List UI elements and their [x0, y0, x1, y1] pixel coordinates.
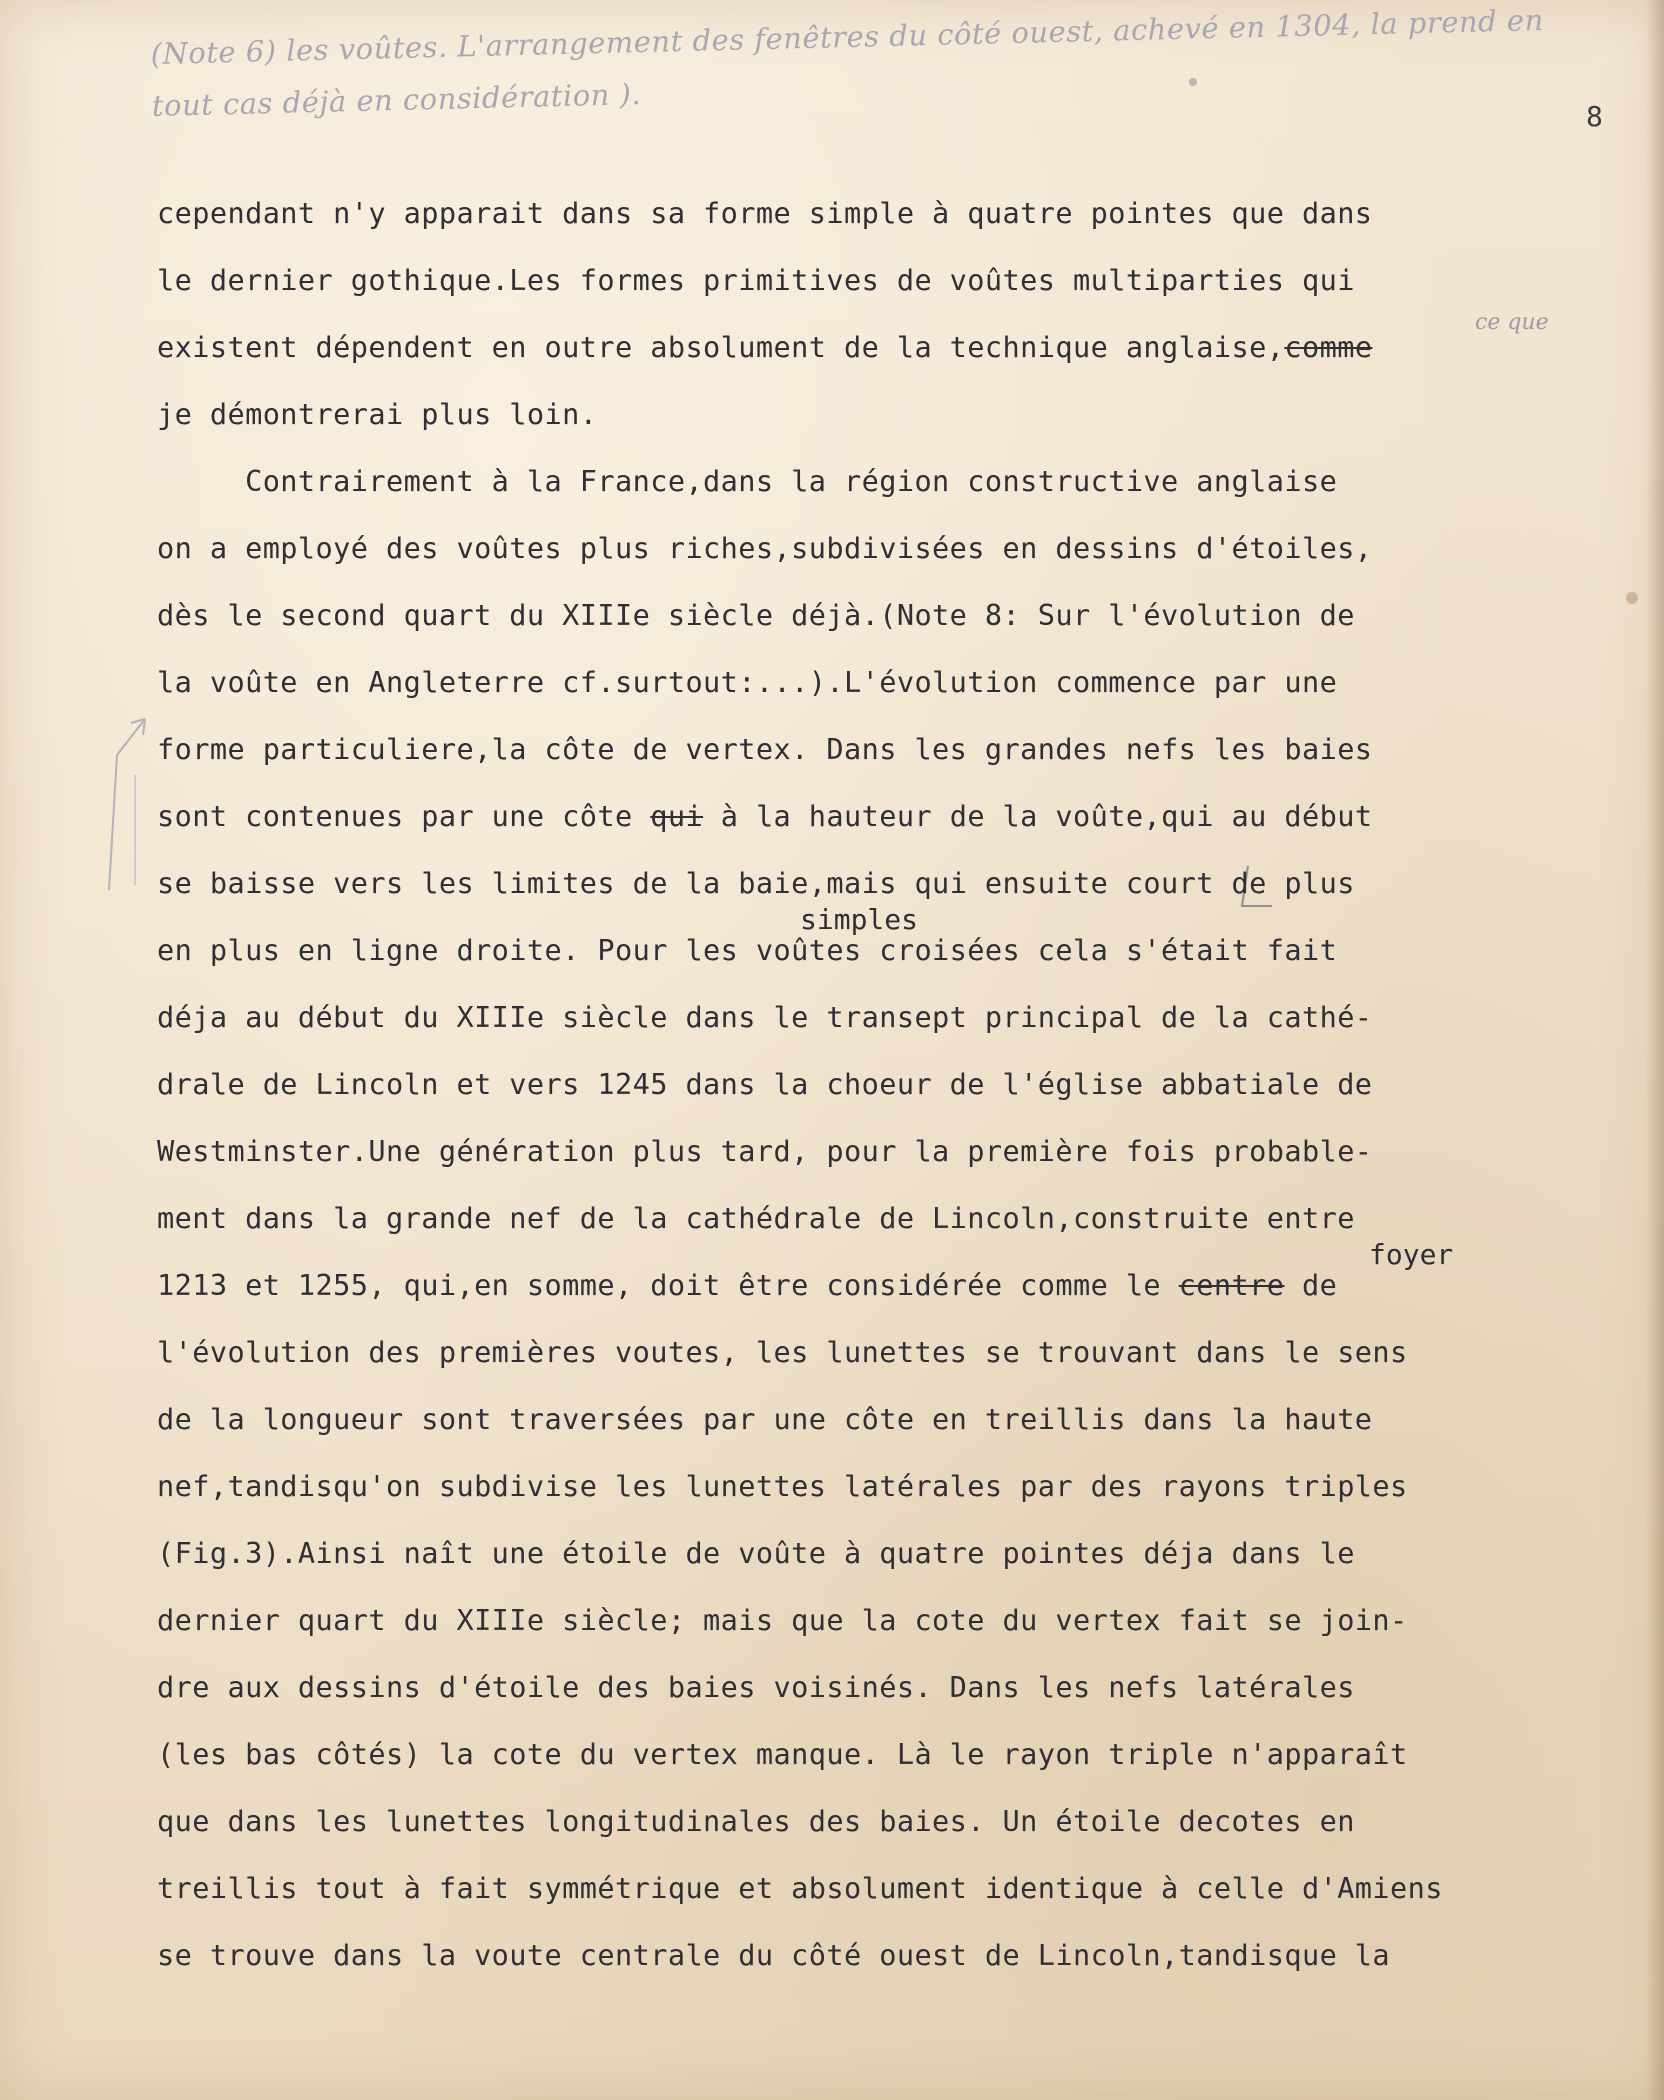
text-line: en plus en ligne droite. Pour les voûtes croisées cela s'était fait	[157, 933, 1338, 967]
text-line: la voûte en Angleterre cf.surtout:...).L'évolution commence par une	[157, 665, 1338, 699]
text-segment: de	[1284, 1268, 1338, 1302]
text-line: dès le second quart du XIIIe siècle déjà.(Note 8: Sur l'évolution de	[157, 598, 1355, 632]
text-line: se trouve dans la voute centrale du côté ouest de Lincoln,tandisque la	[157, 1938, 1391, 1972]
pencil-margin-arrow	[95, 715, 155, 895]
typed-insertion: simples	[800, 903, 919, 936]
text-line: dre aux dessins d'étoile des baies voisinés. Dans les nefs latérales	[157, 1670, 1355, 1704]
text-segment: à la hauteur de la voûte,qui au début	[703, 799, 1373, 833]
text-line	[157, 1268, 1337, 1302]
text-line	[157, 330, 1372, 364]
text-line: on a employé des voûtes plus riches,subdivisées en dessins d'étoiles,	[157, 531, 1373, 565]
struck-word: comme	[1284, 330, 1373, 364]
text-line: l'évolution des premières voutes, les lunettes se trouvant dans le sens	[157, 1335, 1408, 1369]
handwritten-note-line: (Note 6) les voûtes. L'arrangement des fenêtres du côté ouest, achevé en 1304, la prend en	[150, 2, 1545, 71]
text-line	[157, 799, 1372, 833]
text-line: se baisse vers les limites de la baie,mais qui ensuite court de plus	[157, 866, 1355, 900]
text-line: dernier quart du XIIIe siècle; mais que la cote du vertex fait se join-	[157, 1603, 1408, 1637]
struck-word: centre	[1178, 1268, 1285, 1302]
handwritten-margin-note	[150, 0, 1612, 132]
text-line: Contrairement à la France,dans la région constructive anglaise	[157, 464, 1338, 498]
text-line: que dans les lunettes longitudinales des baies. Un étoile decotes en	[157, 1804, 1355, 1838]
text-line: déja au début du XIIIe siècle dans le transept principal de la cathé-	[157, 1000, 1373, 1034]
text-line: ment dans la grande nef de la cathédrale de Lincoln,construite entre	[157, 1201, 1355, 1235]
text-line: (les bas côtés) la cote du vertex manque. Là le rayon triple n'apparaît	[157, 1737, 1408, 1771]
text-line: cependant n'y apparait dans sa forme simple à quatre pointes que dans	[157, 196, 1373, 230]
text-line: de la longueur sont traversées par une côte en treillis dans la haute	[157, 1402, 1373, 1436]
struck-word: qui	[650, 799, 704, 833]
handwritten-insertion: ce que	[1475, 310, 1549, 335]
text-line: je démontrerai plus loin.	[157, 397, 598, 431]
text-segment: existent dépendent en outre absolument de la technique anglaise,	[157, 330, 1285, 364]
text-segment: sont contenues par une côte	[157, 799, 633, 833]
text-line: (Fig.3).Ainsi naît une étoile de voûte à quatre pointes déja dans le	[157, 1536, 1355, 1570]
text-line: Westminster.Une génération plus tard, pour la première fois probable-	[157, 1134, 1373, 1168]
text-segment: 1213 et 1255, qui,en somme, doit être considérée comme le	[157, 1268, 1162, 1302]
paper-edge-shadow	[1646, 0, 1664, 2100]
text-line: treillis tout à fait symmétrique et absolument identique à celle d'Amiens	[157, 1871, 1443, 1905]
page-number: 8	[1586, 100, 1603, 133]
text-line: le dernier gothique.Les formes primitives de voûtes multiparties qui	[157, 263, 1355, 297]
paper-stain	[1626, 592, 1638, 604]
typed-insertion: foyer	[1369, 1238, 1454, 1271]
text-line: nef,tandisqu'on subdivise les lunettes latérales par des rayons triples	[157, 1469, 1408, 1503]
text-line: drale de Lincoln et vers 1245 dans la choeur de l'église abbatiale de	[157, 1067, 1373, 1101]
text-line: forme particuliere,la côte de vertex. Dans les grandes nefs les baies	[157, 732, 1373, 766]
handwritten-note-line: tout cas déjà en considération ).	[151, 77, 642, 123]
